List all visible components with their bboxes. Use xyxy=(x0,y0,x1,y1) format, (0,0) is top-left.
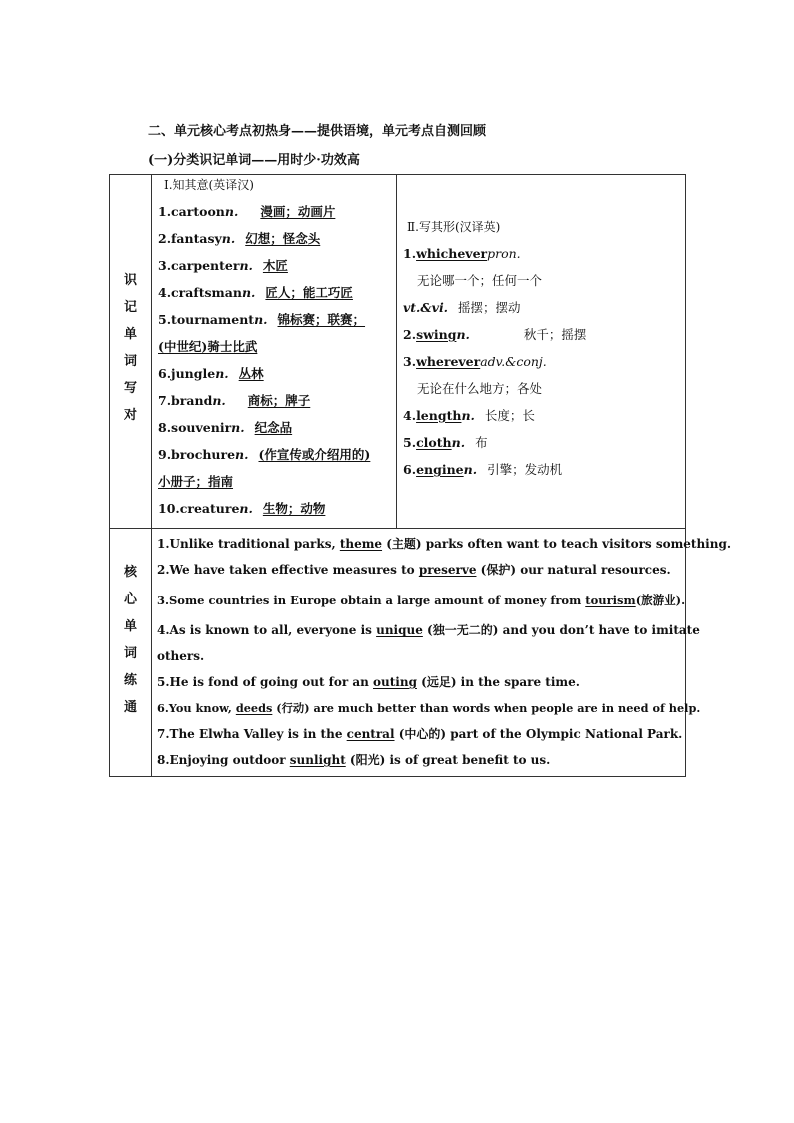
label-char: 练 xyxy=(123,673,137,688)
part1-list xyxy=(152,195,396,522)
sentence: 3.Some countries in Europe obtain a large amount of money from tourism(旅游业). xyxy=(157,593,686,607)
list-item: 5.tournamentn. 锦标赛；联赛； xyxy=(158,312,366,327)
sentence: 2.We have taken effective measures to preserve (保护) our natural resources. xyxy=(157,563,671,577)
subsection-heading: (一)分类识记单词——用时少·功效高 xyxy=(148,153,360,168)
list-item: 2.fantasyn. 幻想；怪念头 xyxy=(158,231,321,246)
vocabulary-table xyxy=(109,174,732,777)
list-item: 10.creaturen. 生物；动物 xyxy=(158,501,326,516)
sentence: 4.As is known to all, everyone is unique (独一无二的) and you don’t have to imitate xyxy=(157,623,700,637)
section-heading: 二、单元核心考点初热身——提供语境，单元考点自测回顾 xyxy=(148,124,487,139)
list-item: 8.souvenirn. 纪念品 xyxy=(158,420,293,435)
sentence: 6.You know, deeds (行动) are much better than words when people are in need of help. xyxy=(157,701,701,715)
part1-cell xyxy=(152,175,397,529)
label-char: 识 xyxy=(123,273,137,288)
list-item-cont: (中世纪)骑士比武 xyxy=(158,339,258,354)
list-item: 6.enginen. 引擎；发动机 xyxy=(403,462,563,477)
list-item: 1.whicheverpron. xyxy=(403,246,521,261)
sentence-cont: others. xyxy=(157,649,205,663)
label-char: 通 xyxy=(123,700,137,715)
part1-title: Ⅰ.知其意(英译汉) xyxy=(164,178,254,192)
label-char: 对 xyxy=(123,408,137,423)
part2-cell xyxy=(397,175,686,529)
list-item: 9.brochuren. (作宣传或介绍用的) xyxy=(158,447,371,462)
label-char: 记 xyxy=(123,300,137,315)
list-item-cont: 无论在什么地方；各处 xyxy=(417,381,543,396)
list-item: 7.brandn. 商标；牌子 xyxy=(158,393,311,408)
sentence: 1.Unlike traditional parks, theme (主题) parks often want to teach visitors something. xyxy=(157,537,732,551)
table-row-memorize xyxy=(110,175,686,529)
sentence: 5.He is fond of going out for an outing (远足) in the spare time. xyxy=(157,675,580,689)
list-item: 2.swingn. 秋千；摇摆 xyxy=(403,327,587,342)
label-char: 词 xyxy=(123,646,137,661)
label-char: 心 xyxy=(123,592,137,607)
list-item: 5.clothn. 布 xyxy=(403,435,488,450)
label-char: 单 xyxy=(123,327,137,342)
list-item: 1.cartoonn. 漫画；动画片 xyxy=(158,204,336,219)
label-char: 写 xyxy=(123,381,137,396)
list-item: vt.&vi. 摇摆；摆动 xyxy=(403,300,521,315)
part2-title: Ⅱ.写其形(汉译英) xyxy=(407,220,501,234)
label-char: 单 xyxy=(123,619,137,634)
row-label-practice xyxy=(110,529,152,777)
list-item: 6.junglen. 丛林 xyxy=(158,366,264,381)
sentence: 7.The Elwha Valley is in the central (中心的) part of the Olympic National Park. xyxy=(157,727,683,741)
sentences-cell xyxy=(152,529,732,777)
list-item: 3.whereveradv.&conj. xyxy=(403,354,547,369)
list-item-cont: 小册子；指南 xyxy=(158,474,234,489)
list-item: 3.carpentern. 木匠 xyxy=(158,258,288,273)
sentence: 8.Enjoying outdoor sunlight (阳光) is of great benefit to us. xyxy=(157,753,551,767)
list-item: 4.craftsmann. 匠人；能工巧匠 xyxy=(158,285,353,300)
label-char: 词 xyxy=(123,354,137,369)
list-item: 4.lengthn. 长度；长 xyxy=(403,408,535,423)
list-item-cont: 无论哪一个；任何一个 xyxy=(417,273,543,288)
part2-list xyxy=(397,237,685,483)
row-label-memorize xyxy=(110,175,152,529)
label-char: 核 xyxy=(123,565,137,580)
table-row-practice xyxy=(110,529,686,777)
